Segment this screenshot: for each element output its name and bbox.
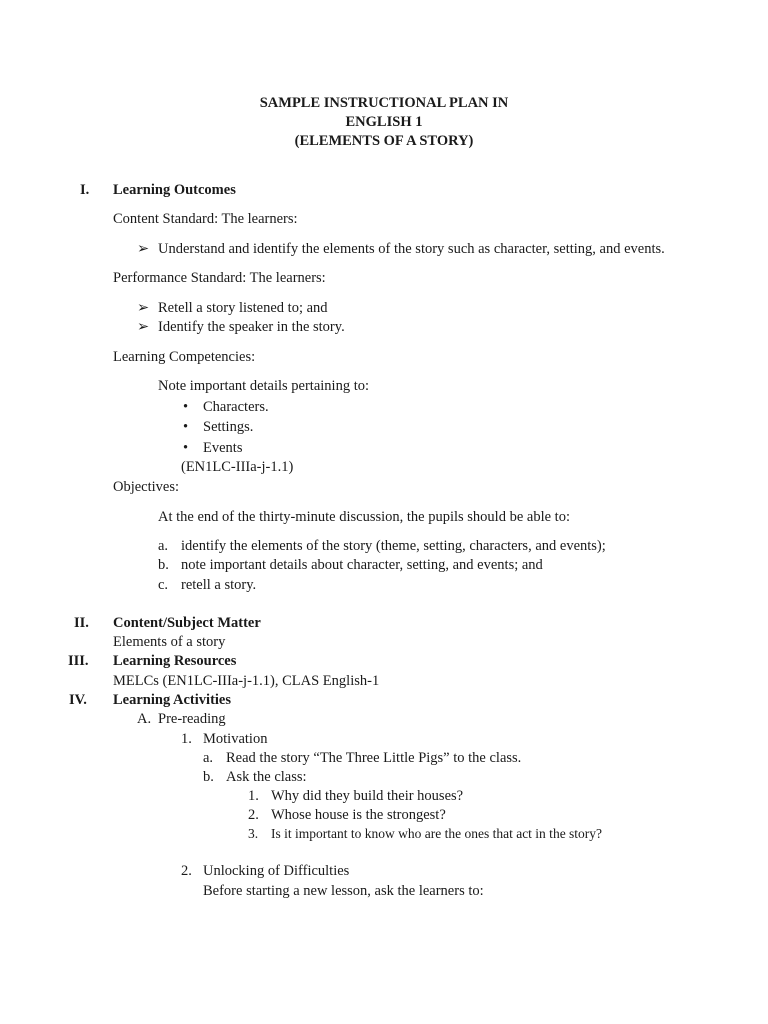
section-numeral-2: II. bbox=[74, 615, 89, 631]
objectives-intro: At the end of the thirty-minute discussion, the pupils should be able to: bbox=[158, 509, 570, 525]
step-1-label: Motivation bbox=[203, 731, 268, 747]
title-line-1: SAMPLE INSTRUCTIONAL PLAN IN bbox=[259, 95, 509, 111]
content-standard-item: Understand and identify the elements of the story such as character, setting, and events. bbox=[158, 241, 665, 257]
objective-marker: c. bbox=[158, 577, 169, 593]
part-a-label: Pre-reading bbox=[158, 711, 226, 727]
objective-marker: b. bbox=[158, 557, 169, 573]
section-heading-content: Content/Subject Matter bbox=[113, 615, 261, 631]
competency-item: Settings. bbox=[203, 419, 254, 435]
content-subject-text: Elements of a story bbox=[113, 634, 226, 650]
dot-bullet-icon: • bbox=[183, 419, 189, 435]
objectives-label: Objectives: bbox=[113, 479, 180, 495]
content-standard-label: Content Standard: The learners: bbox=[113, 211, 298, 227]
competencies-intro: Note important details pertaining to: bbox=[158, 378, 370, 394]
title-line-3: (ELEMENTS OF A STORY) bbox=[294, 133, 474, 149]
part-a-marker: A. bbox=[137, 711, 152, 727]
question-marker: 2. bbox=[248, 807, 259, 823]
section-heading-learning-outcomes: Learning Outcomes bbox=[113, 182, 236, 198]
question-text: Whose house is the strongest? bbox=[271, 807, 446, 823]
objective-item: note important details about character, setting, and events; and bbox=[181, 557, 543, 573]
performance-standard-item: Identify the speaker in the story. bbox=[158, 319, 345, 335]
competencies-code: (EN1LC-IIIa-j-1.1) bbox=[181, 459, 294, 475]
step-1b-marker: b. bbox=[203, 769, 214, 785]
arrow-bullet-icon: ➢ bbox=[137, 241, 150, 257]
question-text: Is it important to know who are the ones that act in the story? bbox=[271, 826, 603, 841]
competency-item: Characters. bbox=[203, 399, 269, 415]
step-2-text: Before starting a new lesson, ask the learners to: bbox=[203, 883, 484, 899]
step-1-marker: 1. bbox=[181, 731, 192, 747]
section-numeral-4: IV. bbox=[69, 692, 87, 708]
section-numeral-1: I. bbox=[80, 182, 90, 198]
objective-item: identify the elements of the story (theme, setting, characters, and events); bbox=[181, 538, 606, 554]
arrow-bullet-icon: ➢ bbox=[137, 300, 150, 316]
section-numeral-3: III. bbox=[68, 653, 89, 669]
dot-bullet-icon: • bbox=[183, 440, 189, 456]
title-line-2: ENGLISH 1 bbox=[345, 114, 423, 130]
question-marker: 1. bbox=[248, 788, 259, 804]
step-2-label: Unlocking of Difficulties bbox=[203, 863, 350, 879]
question-text: Why did they build their houses? bbox=[271, 788, 464, 804]
dot-bullet-icon: • bbox=[183, 399, 189, 415]
competency-item: Events bbox=[203, 440, 243, 456]
step-1b-text: Ask the class: bbox=[226, 769, 307, 785]
performance-standard-item: Retell a story listened to; and bbox=[158, 300, 328, 316]
question-marker: 3. bbox=[248, 826, 259, 841]
section-heading-activities: Learning Activities bbox=[113, 692, 232, 708]
performance-standard-label: Performance Standard: The learners: bbox=[113, 270, 326, 286]
objective-item: retell a story. bbox=[181, 577, 257, 593]
objective-marker: a. bbox=[158, 538, 169, 554]
step-1a-marker: a. bbox=[203, 750, 214, 766]
resources-text: MELCs (EN1LC-IIIa-j-1.1), CLAS English-1 bbox=[113, 673, 380, 689]
arrow-bullet-icon: ➢ bbox=[137, 319, 150, 335]
step-2-marker: 2. bbox=[181, 863, 192, 879]
section-heading-resources: Learning Resources bbox=[113, 653, 237, 669]
step-1a-text: Read the story “The Three Little Pigs” to the class. bbox=[226, 750, 522, 766]
competencies-label: Learning Competencies: bbox=[113, 349, 256, 365]
